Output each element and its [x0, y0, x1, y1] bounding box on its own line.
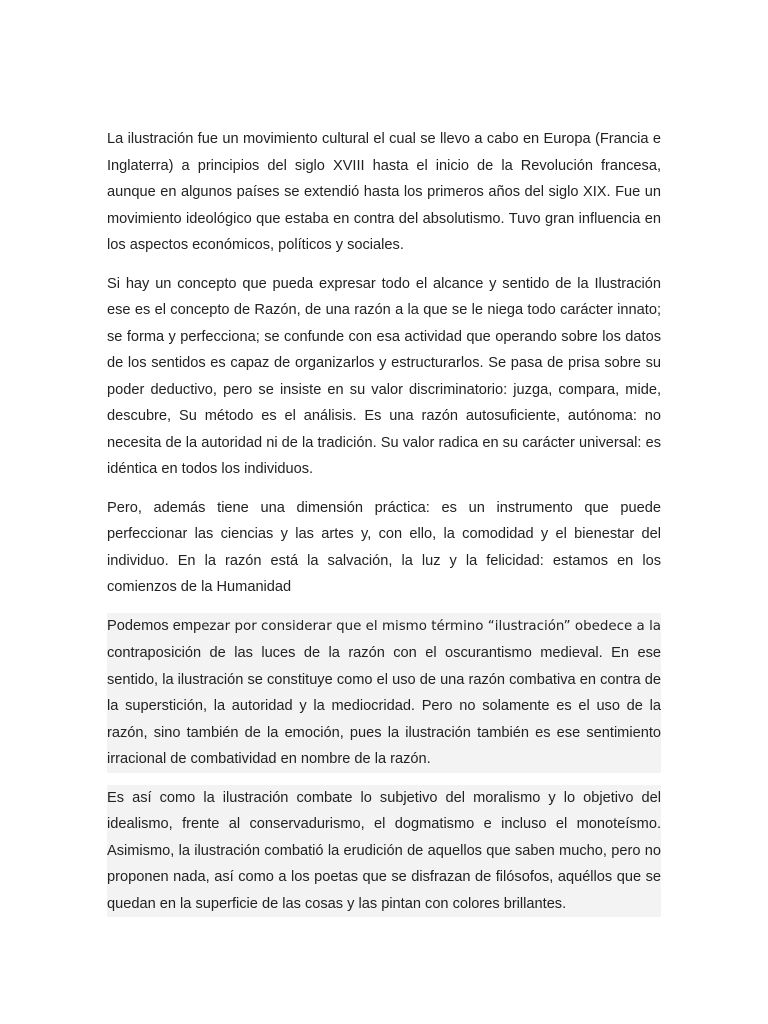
- paragraph-4-rest: contraposición de las luces de la razón con el oscurantismo medieval. En ese sentido, la ilustración se constituye como el uso de una razón combativa en contra de la superstición, la autoridad y la mediocridad. Pero no solamente es el uso de la razón, sino también de la emoción, pues la ilustración también es ese sentimiento irracional de combatividad en nombre de la razón.: [107, 645, 661, 767]
- paragraph-4: [107, 613, 661, 773]
- paragraph-4-lead-alt-font: ezar por considerar que el mismo término “ilustración” obedece a la: [201, 618, 661, 634]
- paragraph-2: Si hay un concepto que pueda expresar todo el alcance y sentido de la Ilustración ese es el concepto de Razón, de una razón a la que se le niega todo carácter innato; se forma y perfecciona; se confunde con esa actividad que operando sobre los datos de los sentidos es capaz de organizarlos y estructurarlos. Se pasa de prisa sobre su poder deductivo, pero se insiste en su valor discriminatorio: juzga, compara, mide, descubre, Su método es el análisis. Es una razón autosuficiente, autónoma: no necesita de la autoridad ni de la tradición. Su valor radica en su carácter universal: es idéntica en todos los individuos.: [107, 275, 661, 477]
- document-body: [107, 126, 661, 917]
- paragraph-1: La ilustración fue un movimiento cultural el cual se llevo a cabo en Europa (Francia e Inglaterra) a principios del siglo XVIII hasta el inicio de la Revolución francesa, aunque en algunos países se extendió hasta los primeros años del siglo XIX. Fue un movimiento ideológico que estaba en contra del absolutismo. Tuvo gran influencia en los aspectos económicos, políticos y sociales.: [107, 131, 661, 253]
- paragraph-3: Pero, además tiene una dimensión práctica: es un instrumento que puede perfeccionar las ciencias y las artes y, con ello, la comodidad y el bienestar del individuo. En la razón está la salvación, la luz y la felicidad: estamos en los comienzos de la Humanidad: [107, 499, 661, 595]
- paragraph-5: Es así como la ilustración combate lo subjetivo del moralismo y lo objetivo del idealismo, frente al conservadurismo, el dogmatismo e incluso el monoteísmo. Asimismo, la ilustración combatió la erudición de aquellos que saben mucho, pero no proponen nada, así como a los poetas que se disfrazan de filósofos, aquéllos que se quedan en la superficie de las cosas y las pintan con colores brillantes.: [107, 785, 661, 918]
- paragraph-4-lead: Podemos emp: [107, 617, 202, 634]
